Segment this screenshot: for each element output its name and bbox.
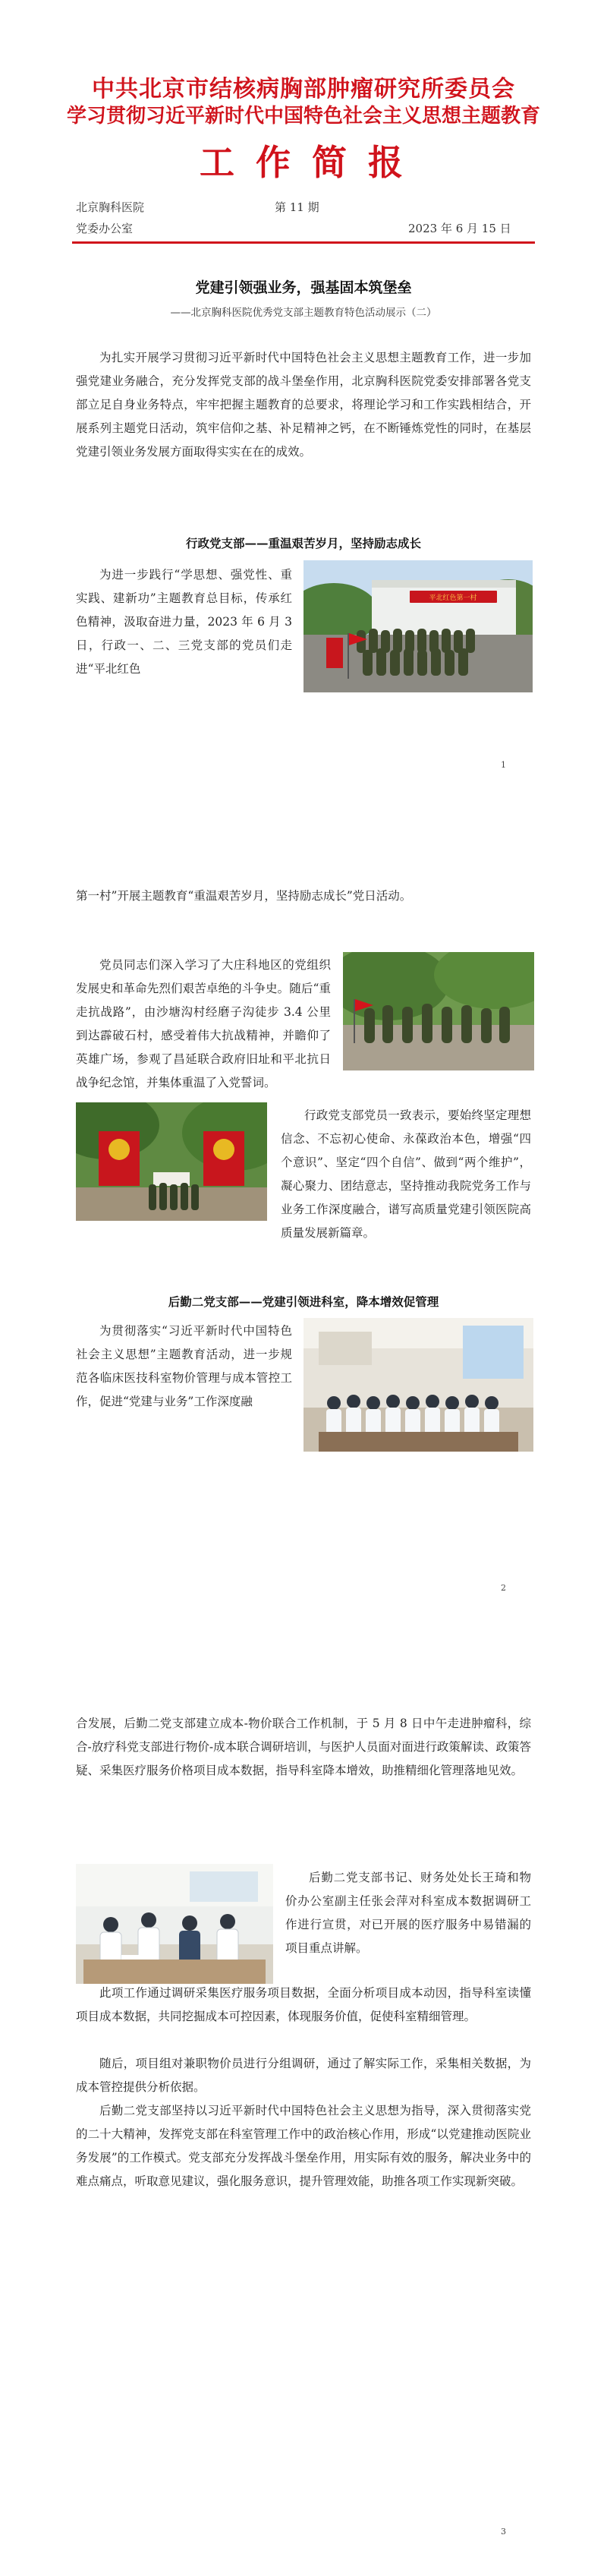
header-divider: [72, 241, 535, 244]
section2-para2: 后勤二党支部书记、财务处处长王琦和物价办公室副主任张会萍对科室成本数据调研工作进行宣贯，对已开展的医疗服务中易错漏的项目重点讲解。: [285, 1871, 531, 1955]
header-title-line2: 学习贯彻习近平新时代中国特色社会主义思想主题教育: [66, 105, 540, 128]
photo-meeting-room: [304, 1318, 533, 1452]
section2-para1-continued: 合发展，后勤二党支部建立成本-物价联合工作机制，于 5 月 8 日中午走进肿瘤科，综合-放疗科党支部进行物价-成本联合调研培训，与医护人员面对面进行政策解读、政策答疑、采集医疗服务价格项目成本数据，指导科室降本增效，助推精细化管理落地见效。: [76, 1717, 531, 1777]
article-subtitle: ——北京胸科医院优秀党支部主题教育特色活动展示（二）: [170, 307, 437, 319]
section2-para5: 后勤二党支部坚持以习近平新时代中国特色社会主义思想为指导，深入贯彻落实党的二十大精神，发挥党支部在科室管理工作中的政治核心作用，形成“以党建推动医院业务发展”的工作模式。党支部充分发挥战斗堡垒作用，用实际有效的服务，解决业务中的难点痛点，听取意见建议，强化服务意识，提升管理效能，助推各项工作实现新突破。: [76, 2104, 531, 2188]
header-issue: 第 11 期: [275, 200, 319, 214]
header-title-line3: 工 作 简 报: [199, 142, 408, 183]
photo-cost-training: [76, 1864, 273, 1984]
section1-para3: 行政党支部党员一致表示，要始终坚定理想信念、不忘初心使命、永葆政治本色，增强“四个意识”、坚定“四个自信”、做到“两个维护”，凝心聚力、团结意志，坚持推动我院党务工作与业务工作深度融合，谱写高质量党建引领医院高质量发展新篇章。: [281, 1108, 531, 1240]
section2-para3: 此项工作通过调研采集医疗服务项目数据，全面分析项目成本动因，指导科室读懂项目成本数据，共同挖掘成本可控因素，体现服务价值，促使科室精细管理。: [76, 1986, 531, 2023]
section1-para2: 党员同志们深入学习了大庄科地区的党组织发展史和革命先烈们艰苦卓绝的斗争史。随后“重走抗战路”，由沙塘沟村经磨子沟徒步 3.4 公里到达霹破石村，感受着伟大抗战精神，并瞻仰了英雄广场，参观了昌延联合政府旧址和平北抗日战争纪念馆，并集体重温了入党誓词。: [76, 958, 331, 1089]
section1-heading: 行政党支部——重温艰苦岁月，坚持励志成长: [185, 536, 421, 550]
header-hospital: 北京胸科医院: [76, 200, 145, 214]
header-office: 党委办公室: [76, 222, 134, 235]
section2-heading: 后勤二党支部——党建引领进科室，降本增效促管理: [168, 1294, 439, 1309]
section2-para4: 随后，项目组对兼职物价员进行分组调研，通过了解实际工作，采集相关数据，为成本管控提供分析依据。: [76, 2057, 531, 2094]
photo-party-oath: [76, 1102, 267, 1221]
header-date: 2023 年 6 月 15 日: [408, 222, 511, 235]
header-title-line1: 中共北京市结核病胸部肿瘤研究所委员会: [92, 76, 515, 102]
section1-para1-continued: 第一村”开展主题教育“重温艰苦岁月，坚持励志成长”党日活动。: [76, 889, 412, 903]
article-title: 党建引领强业务，强基固本筑堡垒: [195, 279, 412, 296]
page-number-1: 1: [501, 760, 506, 770]
section2-para1: 为贯彻落实“习近平新时代中国特色社会主义思想”主题教育活动，进一步规范各临床医技科室物价管理与成本管控工作，促进“党建与业务”工作深度融: [76, 1324, 292, 1408]
monument-banner-text: 平北红色第一村: [429, 594, 477, 602]
page-number-2: 2: [501, 1583, 506, 1593]
section1-para1: 为进一步践行“学思想、强党性、重实践、建新功”主题教育总目标，传承红色精神，汲取奋进力量，2023 年 6 月 3 日，行政一、二、三党支部的党员们走进“平北红色: [76, 568, 292, 676]
article-intro: 为扎实开展学习贯彻习近平新时代中国特色社会主义思想主题教育工作，进一步加强党建业务融合，充分发挥党支部的战斗堡垒作用，北京胸科医院党委安排部署各党支部立足自身业务特点，牢牢把握主题教育的总要求，将理论学习和工作实践相结合，开展系列主题党日活动，筑牢信仰之基、补足精神之钙，在不断锤炼党性的同时，在基层党建引领业务发展方面取得实实在在的成效。: [76, 351, 531, 459]
photo-hiking-road: [343, 952, 534, 1070]
photo-red-village-group: [304, 560, 533, 692]
page-number-3: 3: [501, 2527, 506, 2537]
